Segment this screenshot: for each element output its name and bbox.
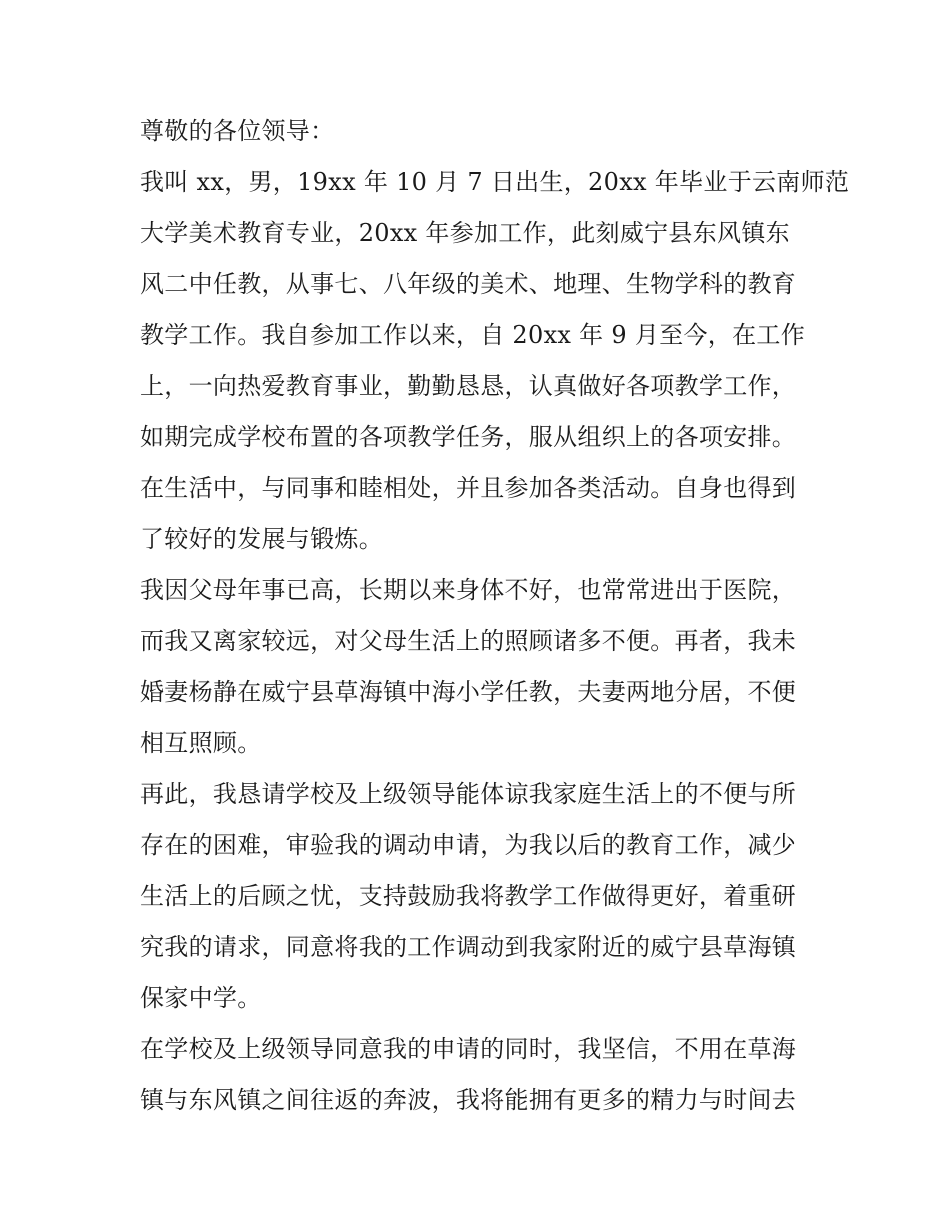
paragraph-request <box>140 769 820 1024</box>
paragraph-line: 究我的请求，同意将我的工作调动到我家附近的威宁县草海镇 <box>140 933 797 961</box>
salutation <box>140 106 820 157</box>
paragraph-line: 存在的困难，审验我的调动申请，为我以后的教育工作，减少 <box>140 831 797 859</box>
letter-body <box>140 106 850 1126</box>
paragraph-line: 再此，我恳请学校及上级领导能体谅我家庭生活上的不便与所 <box>140 780 797 808</box>
paragraph-line: 我因父母年事已高，长期以来身体不好，也常常进出于医院， <box>140 576 797 604</box>
paragraph-personal-info <box>140 157 850 565</box>
paragraph-line: 在学校及上级领导同意我的申请的同时，我坚信，不用在草海 <box>140 1035 797 1063</box>
paragraph-line: 我叫 xx，男，19xx 年 10 月 7 日出生，20xx 年毕业于云南师范 <box>140 168 850 196</box>
paragraph-line: 婚妻杨静在威宁县草海镇中海小学任教，夫妻两地分居，不便 <box>140 678 797 706</box>
paragraph-line: 教学工作。我自参加工作以来，自 20xx 年 9 月至今，在工作 <box>140 321 805 349</box>
paragraph-line: 而我又离家较远，对父母生活上的照顾诸多不便。再者，我未 <box>140 627 797 655</box>
paragraph-line: 在生活中，与同事和睦相处，并且参加各类活动。自身也得到 <box>140 474 797 502</box>
paragraph-line: 镇与东风镇之间往返的奔波，我将能拥有更多的精力与时间去 <box>140 1086 797 1114</box>
paragraph-line: 上，一向热爱教育事业，勤勤恳恳，认真做好各项教学工作， <box>140 372 797 400</box>
paragraph-family-reasons <box>140 565 820 769</box>
salutation-line: 尊敬的各位领导： <box>140 117 335 145</box>
paragraph-line: 相互照顾。 <box>140 729 262 757</box>
paragraph-line: 风二中任教，从事七、八年级的美术、地理、生物学科的教育 <box>140 270 797 298</box>
paragraph-line: 了较好的发展与锻炼。 <box>140 525 383 553</box>
paragraph-line: 保家中学。 <box>140 984 262 1012</box>
paragraph-line: 生活上的后顾之忧，支持鼓励我将教学工作做得更好，着重研 <box>140 882 797 910</box>
paragraph-commitment <box>140 1024 820 1126</box>
paragraph-line: 如期完成学校布置的各项教学任务，服从组织上的各项安排。 <box>140 423 797 451</box>
paragraph-line: 大学美术教育专业，20xx 年参加工作，此刻威宁县东风镇东 <box>140 219 790 247</box>
